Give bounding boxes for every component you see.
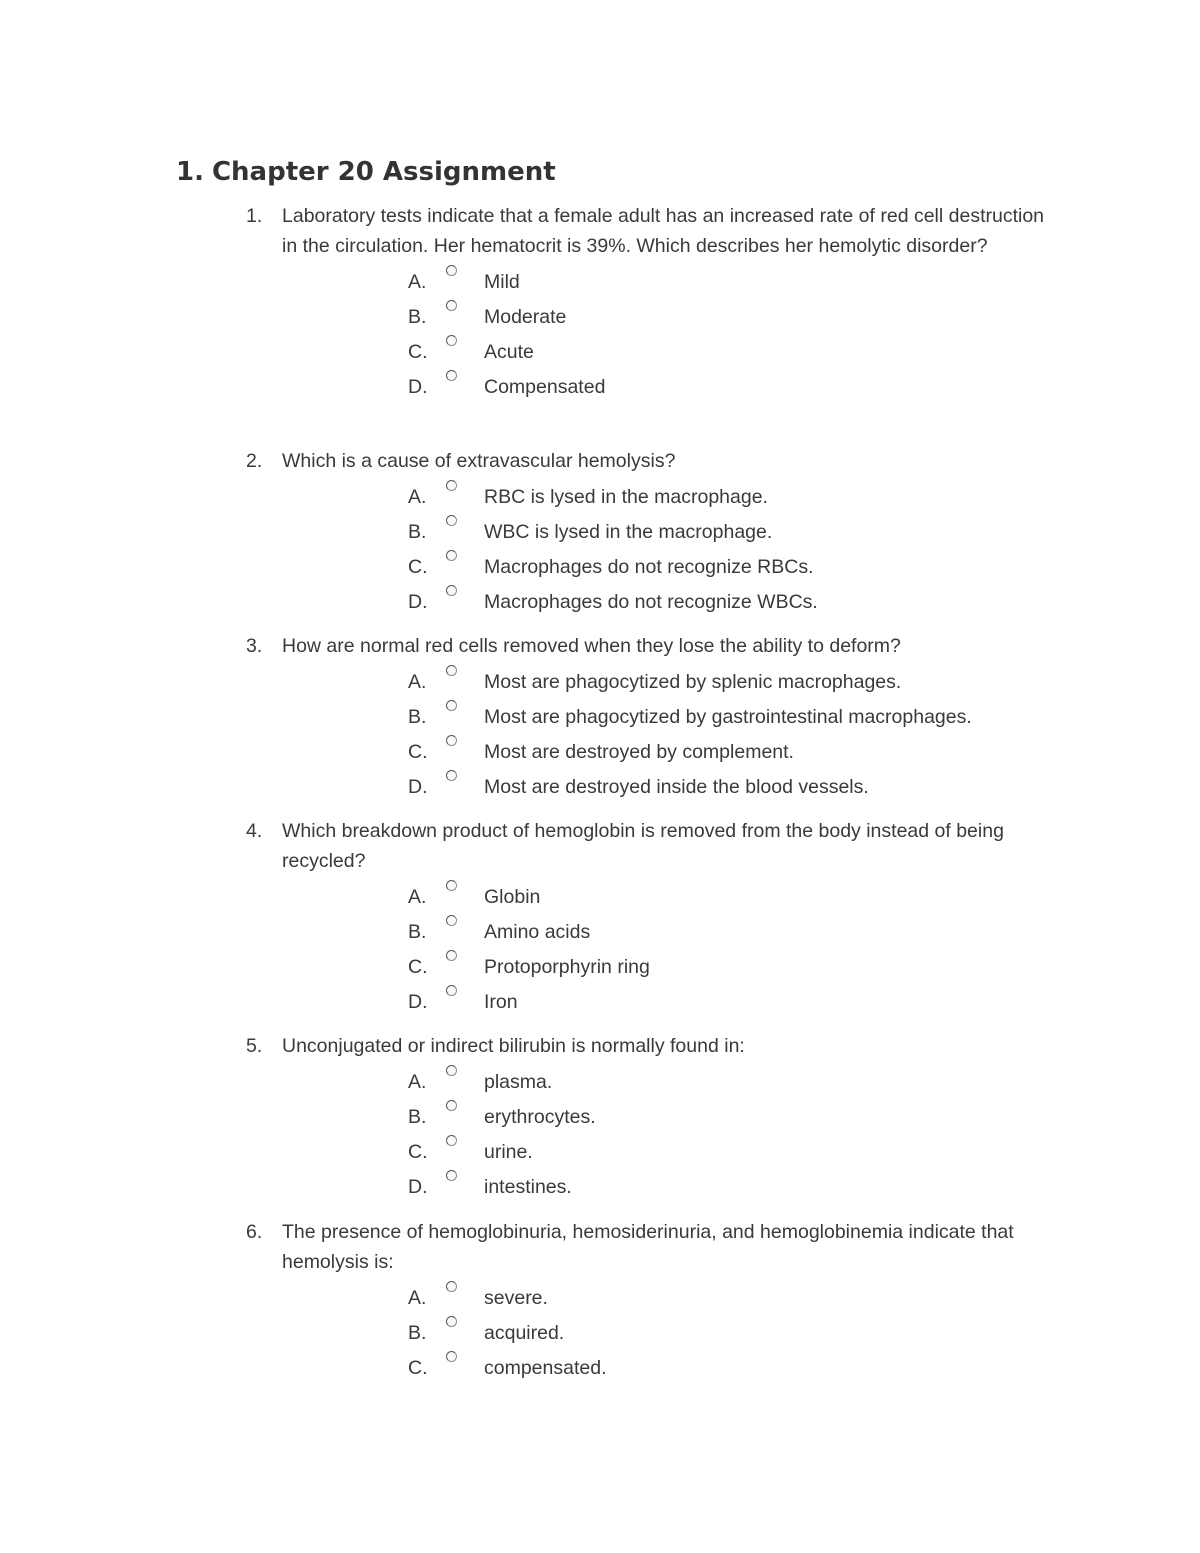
option-text: WBC is lysed in the macrophage. (484, 521, 773, 543)
question-text: How are normal red cells removed when they lose the ability to deform? (282, 635, 901, 657)
option-text: intestines. (484, 1176, 572, 1198)
option-list (244, 480, 1064, 620)
option-text: compensated. (484, 1357, 607, 1379)
radio-button[interactable] (446, 550, 457, 561)
option-row[interactable] (244, 300, 1064, 335)
option-row[interactable] (244, 335, 1064, 370)
option-text: Macrophages do not recognize RBCs. (484, 556, 814, 578)
option-list (244, 665, 1064, 805)
option-row[interactable] (244, 880, 1064, 915)
option-row[interactable] (244, 370, 1064, 405)
option-text: Protoporphyrin ring (484, 956, 650, 978)
option-text: acquired. (484, 1322, 565, 1344)
option-letter: B. (408, 521, 427, 543)
question-prompt (244, 631, 1064, 661)
radio-button[interactable] (446, 700, 457, 711)
option-row[interactable] (244, 515, 1064, 550)
option-letter: D. (408, 376, 428, 398)
question-prompt (244, 816, 1064, 876)
radio-button[interactable] (446, 1100, 457, 1111)
question-text: Laboratory tests indicate that a female adult has an increased rate of red cell destruction in the circulation. Her hematocrit is 39%. Which describes her hemolytic disorder? (282, 205, 1045, 257)
radio-button[interactable] (446, 370, 457, 381)
question-prompt (244, 446, 1064, 476)
option-text: urine. (484, 1141, 533, 1163)
radio-button[interactable] (446, 265, 457, 276)
question-number: 6. (246, 1221, 263, 1243)
option-letter: D. (408, 1176, 428, 1198)
question-5 (244, 1031, 1064, 1205)
question-number: 3. (246, 635, 263, 657)
option-list (244, 265, 1064, 405)
option-text: Compensated (484, 376, 606, 398)
radio-button[interactable] (446, 770, 457, 781)
radio-button[interactable] (446, 735, 457, 746)
option-row[interactable] (244, 585, 1064, 620)
question-1 (244, 201, 1064, 405)
option-text: Acute (484, 341, 534, 363)
option-row[interactable] (244, 1065, 1064, 1100)
option-text: plasma. (484, 1071, 553, 1093)
radio-button[interactable] (446, 985, 457, 996)
option-letter: C. (408, 1141, 428, 1163)
question-2 (244, 446, 1064, 620)
option-letter: A. (408, 486, 427, 508)
option-row[interactable] (244, 550, 1064, 585)
question-prompt (244, 1217, 1064, 1277)
option-text: Mild (484, 271, 520, 293)
option-letter: A. (408, 271, 427, 293)
radio-button[interactable] (446, 1316, 457, 1327)
question-number: 5. (246, 1035, 263, 1057)
option-text: Moderate (484, 306, 567, 328)
radio-button[interactable] (446, 1065, 457, 1076)
option-row[interactable] (244, 950, 1064, 985)
option-letter: C. (408, 341, 428, 363)
question-number: 4. (246, 820, 263, 842)
option-row[interactable] (244, 1281, 1064, 1316)
question-text: The presence of hemoglobinuria, hemosiderinuria, and hemoglobinemia indicate that hemolysis is: (282, 1221, 1014, 1273)
option-text: Most are destroyed inside the blood vessels. (484, 776, 869, 798)
option-text: Most are phagocytized by gastrointestinal macrophages. (484, 706, 972, 728)
radio-button[interactable] (446, 515, 457, 526)
radio-button[interactable] (446, 880, 457, 891)
option-row[interactable] (244, 1135, 1064, 1170)
option-letter: C. (408, 956, 428, 978)
option-letter: B. (408, 1106, 427, 1128)
option-row[interactable] (244, 770, 1064, 805)
radio-button[interactable] (446, 665, 457, 676)
radio-button[interactable] (446, 585, 457, 596)
radio-button[interactable] (446, 1135, 457, 1146)
option-row[interactable] (244, 665, 1064, 700)
question-text: Which breakdown product of hemoglobin is removed from the body instead of being recycled? (282, 820, 1004, 872)
question-number: 1. (246, 205, 263, 227)
heading-title: Chapter 20 Assignment (211, 157, 556, 187)
option-text: Iron (484, 991, 518, 1013)
question-number: 2. (246, 450, 263, 472)
option-list (244, 1281, 1064, 1386)
option-row[interactable] (244, 735, 1064, 770)
option-row[interactable] (244, 480, 1064, 515)
option-letter: B. (408, 706, 427, 728)
option-row[interactable] (244, 1316, 1064, 1351)
option-text: Most are phagocytized by splenic macrophages. (484, 671, 902, 693)
assignment-heading (176, 154, 556, 190)
question-text: Which is a cause of extravascular hemolysis? (282, 450, 676, 472)
option-text: Macrophages do not recognize WBCs. (484, 591, 818, 613)
option-text: RBC is lysed in the macrophage. (484, 486, 768, 508)
question-3 (244, 631, 1064, 805)
question-prompt (244, 201, 1064, 261)
question-text: Unconjugated or indirect bilirubin is normally found in: (282, 1035, 745, 1057)
option-row[interactable] (244, 1100, 1064, 1135)
radio-button[interactable] (446, 1351, 457, 1362)
option-letter: C. (408, 741, 428, 763)
option-letter: B. (408, 921, 427, 943)
option-letter: C. (408, 1357, 428, 1379)
radio-button[interactable] (446, 950, 457, 961)
option-row[interactable] (244, 265, 1064, 300)
question-prompt (244, 1031, 1064, 1061)
radio-button[interactable] (446, 1281, 457, 1292)
radio-button[interactable] (446, 480, 457, 491)
option-row[interactable] (244, 1170, 1064, 1205)
option-letter: B. (408, 306, 427, 328)
radio-button[interactable] (446, 1170, 457, 1181)
option-row[interactable] (244, 915, 1064, 950)
option-text: erythrocytes. (484, 1106, 596, 1128)
option-text: Most are destroyed by complement. (484, 741, 794, 763)
option-letter: C. (408, 556, 428, 578)
heading-number: 1. (176, 157, 204, 187)
radio-button[interactable] (446, 335, 457, 346)
option-text: Globin (484, 886, 541, 908)
option-letter: A. (408, 1071, 427, 1093)
option-row[interactable] (244, 1351, 1064, 1386)
option-letter: A. (408, 1287, 427, 1309)
option-letter: B. (408, 1322, 427, 1344)
option-letter: D. (408, 776, 428, 798)
option-row[interactable] (244, 985, 1064, 1020)
option-row[interactable] (244, 700, 1064, 735)
radio-button[interactable] (446, 915, 457, 926)
option-list (244, 1065, 1064, 1205)
option-letter: D. (408, 991, 428, 1013)
option-letter: D. (408, 591, 428, 613)
radio-button[interactable] (446, 300, 457, 311)
question-6 (244, 1217, 1064, 1386)
option-letter: A. (408, 671, 427, 693)
option-letter: A. (408, 886, 427, 908)
question-4 (244, 816, 1064, 1020)
option-text: severe. (484, 1287, 548, 1309)
option-list (244, 880, 1064, 1020)
option-text: Amino acids (484, 921, 591, 943)
